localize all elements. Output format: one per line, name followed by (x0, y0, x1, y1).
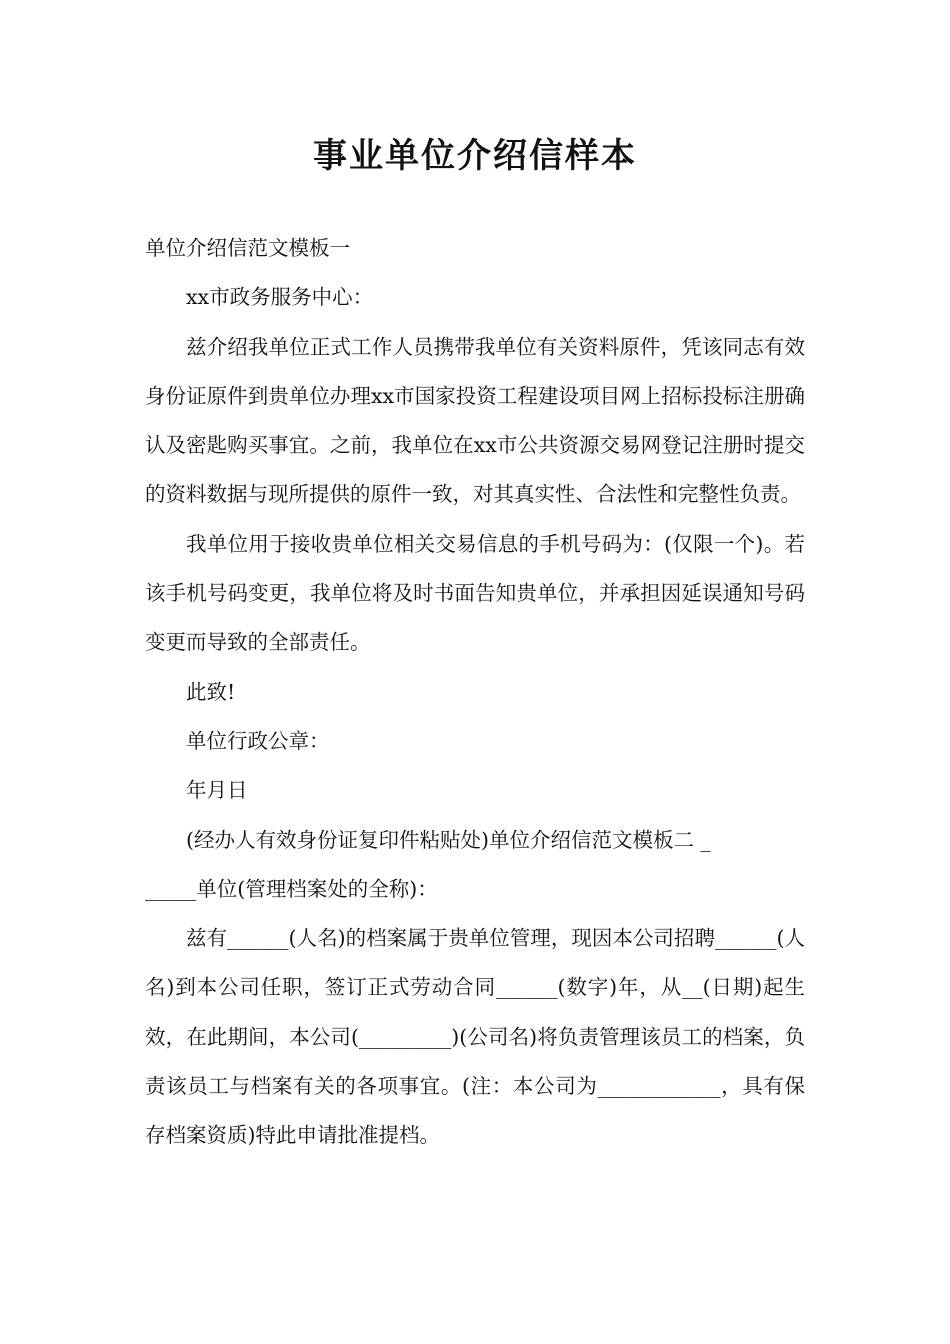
closing-regards: 此致! (186, 679, 236, 704)
body-paragraph-phone: 我单位用于接收贵单位相关交易信息的手机号码为：(仅限一个)。若该手机号码变更，我单位将及时书面告知贵单位，并承担因延误通知号码变更而导致的全部责任。 (145, 531, 805, 655)
body-paragraph-archive-transfer: 兹有______(人名)的档案属于贵单位管理，现因本公司招聘______(人名)到本公司任职，签订正式劳动合同______(数字)年，从__(日期)起生效，在此期间，本公司(_________)(公司名)将负责管理该员工的档案，负责该员工与档案有关的各项事宜。(注：本公司为____________，具有保存档案资质)特此申请批准提档。 (145, 926, 805, 1148)
salutation-one: xx市政务服务中心： (186, 285, 374, 310)
date-line: 年月日 (186, 778, 248, 803)
id-copy-note-and-template-two-heading: (经办人有效身份证复印件粘贴处)单位介绍信范文模板二 _ (186, 827, 711, 852)
salutation-two: _____单位(管理档案处的全称)： (145, 876, 438, 901)
section-heading-template-one: 单位介绍信范文模板一 (145, 236, 350, 260)
official-seal-line: 单位行政公章： (186, 728, 330, 753)
body-paragraph-introduction: 兹介绍我单位正式工作人员携带我单位有关资料原件，凭该同志有效身份证原件到贵单位办理xx市国家投资工程建设项目网上招标投标注册确认及密匙购买事宜。之前，我单位在xx市公共资源交易网登记注册时提交的资料数据与现所提供的原件一致，对其真实性、合法性和完整性负责。 (145, 334, 805, 507)
document-title: 事业单位介绍信样本 (313, 136, 637, 176)
document-body (145, 224, 805, 1161)
